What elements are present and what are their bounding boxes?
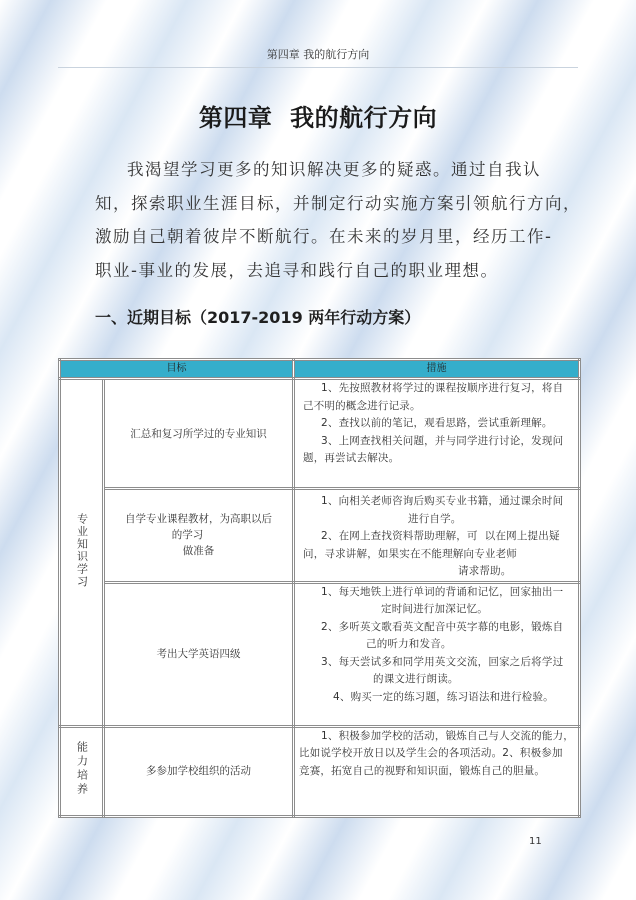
measure-line: 1、向相关老师咨询后购买专业书籍，通过课余时间	[321, 495, 564, 507]
goal-text: 考出大学英语四级	[156, 648, 241, 660]
header-divider	[58, 67, 578, 68]
measures-cell	[294, 582, 580, 726]
measure-line: 2、多听英文歌看英文配音中英字幕的电影，锻炼自	[321, 620, 564, 633]
measures-cell	[294, 489, 580, 583]
measure-line: 比如说学校开放日以及学生会的各项活动。2、积极参加	[299, 747, 563, 759]
measures-cell	[294, 379, 580, 489]
measure-line: 请求帮助。	[458, 565, 512, 577]
goal-text: 自学专业课程教材，为高职以后	[125, 513, 272, 526]
intro-line: 我渴望学习更多的知识解决更多的疑惑。通过自我认	[127, 160, 541, 179]
measure-line: 1、先按照教材将学过的课程按顺序进行复习，将自	[321, 382, 564, 394]
measure-line: 己不明的概念进行记录。	[303, 399, 421, 412]
goal-text: 的学习	[171, 529, 204, 542]
page-number: 11	[529, 836, 542, 847]
measure-line: 己的听力和发音。	[366, 638, 452, 650]
action-plan-table	[58, 358, 581, 818]
measure-line: 2、查找以前的笔记，观看思路，尝试重新理解。	[321, 417, 553, 429]
goal-cell	[104, 489, 294, 583]
intro-line: 激励自己朝着彼岸不断航行。在未来的岁月里，经历工作-	[95, 227, 553, 246]
column-header-goal: 目标	[60, 360, 294, 379]
goal-cell	[104, 582, 294, 726]
goal-text: 多参加学校组织的活动	[146, 765, 251, 777]
intro-paragraph	[0, 153, 636, 287]
table-row	[60, 582, 580, 726]
measure-line: 的课文进行朗读。	[373, 673, 459, 685]
category-label: 能力培养	[75, 741, 89, 797]
measure-line: 3、每天尝试多和同学用英文交流，回家之后将学过	[321, 655, 564, 668]
table-row	[60, 379, 580, 489]
table-row	[60, 489, 580, 583]
measure-line: 竞赛，拓宽自己的视野和知识面，锻炼自己的胆量。	[299, 764, 546, 777]
measure-line: 题，再尝试去解决。	[303, 452, 400, 464]
table-header-row	[60, 360, 580, 379]
measure-line: 1、积极参加学校的活动，锻炼自己与人交流的能力，	[321, 729, 574, 742]
category-label: 专业知识学习	[75, 512, 89, 588]
measure-line: 问，寻求讲解，如果实在不能理解向专业老师	[303, 547, 517, 560]
measure-line: 4、购买一定的练习题，练习语法和进行检验。	[333, 690, 554, 703]
goal-cell	[104, 379, 294, 489]
measure-line: 2、在网上查找资料帮助理解，可 以在网上提出疑	[321, 530, 560, 542]
measure-line: 3、上网查找相关问题，并与同学进行讨论，发现问	[321, 434, 564, 447]
section-heading: 一、近期目标（2017-2019 两年行动方案）	[95, 308, 421, 327]
table-row	[60, 726, 580, 816]
intro-line: 知，探索职业生涯目标，并制定行动实施方案引领航行方向，	[95, 193, 581, 213]
category-cell	[60, 726, 104, 816]
measure-line: 1、每天地铁上进行单词的背诵和记忆，回家抽出一	[321, 585, 564, 598]
category-cell	[60, 379, 104, 727]
goal-cell	[104, 726, 294, 816]
measure-line: 定时间进行加深记忆。	[381, 603, 488, 615]
chapter-title: 第四章 我的航行方向	[198, 103, 438, 132]
goal-text: 汇总和复习所学过的专业知识	[130, 427, 267, 440]
column-header-measures: 措施	[294, 360, 580, 379]
intro-line: 职业-事业的发展，去追寻和践行自己的职业理想。	[95, 260, 499, 280]
measures-cell	[294, 726, 580, 816]
goal-text: 做准备	[182, 545, 215, 558]
measure-line: 进行自学。	[408, 512, 462, 525]
running-header: 第四章 我的航行方向	[266, 48, 370, 61]
